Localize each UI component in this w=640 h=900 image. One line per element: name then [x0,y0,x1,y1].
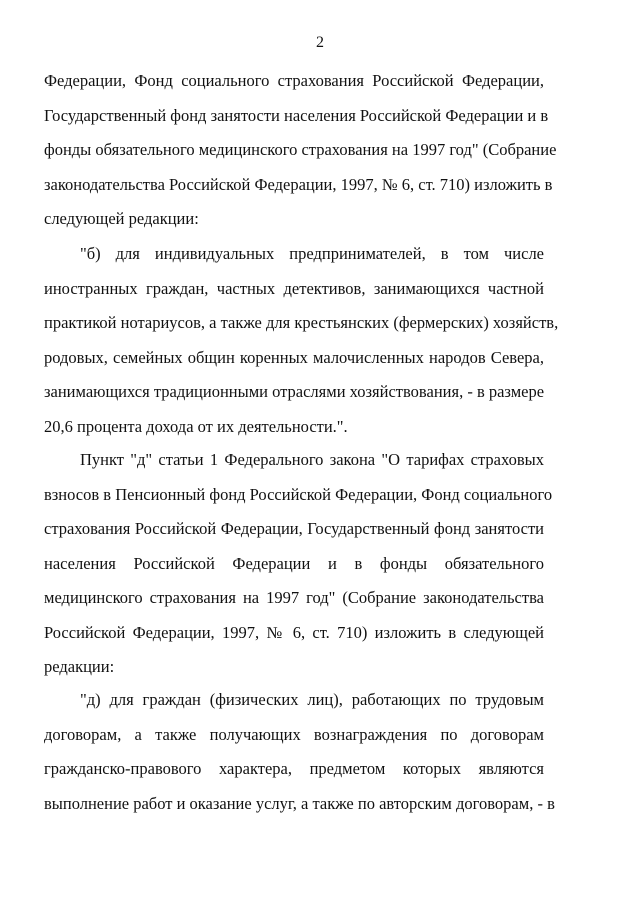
text-line: Пункт "д" статьи 1 Федерального закона "О тарифах страховых [80,450,544,469]
text-line: "б) для индивидуальных предпринимателей, в том числе [80,244,544,263]
text-line: Российской Федерации, 1997, № 6, ст. 710) изложить в следующей [44,622,544,642]
text-line: иностранных граждан, частных детективов, занимающихся частной [44,278,544,298]
text-line: населения Российской Федерации и в фонды обязательного [44,553,544,573]
text-line: 20,6 процента дохода от их деятельности.". [44,416,348,436]
text-line: гражданско-правового характера, предметом которых являются [44,759,544,778]
paragraph-3 [44,443,553,685]
text-line: выполнение работ и оказание услуг, а также по авторским договорам, - в [44,793,555,813]
text-line: страхования Российской Федерации, Государственный фонд занятости [44,519,544,538]
page-number: 2 [316,34,324,51]
paragraph-4 [44,683,555,821]
text-line: Федерации, Фонд социального страхования Российской Федерации, [44,71,544,90]
text-line: родовых, семейных общин коренных малочисленных народов Севера, [44,347,544,367]
text-line: договорам, а также получающих вознаграждения по договорам [44,724,544,744]
text-line: фонды обязательного медицинского страхования на 1997 год" (Собрание [44,140,557,159]
text-line: следующей редакции: [44,209,199,228]
text-line: взносов в Пенсионный фонд Российской Федерации, Фонд социального [44,484,553,504]
paragraph-1 [44,64,557,237]
paragraph-2 [44,237,559,444]
text-line: Государственный фонд занятости населения Российской Федерации и в [44,105,549,125]
text-line: практикой нотариусов, а также для крестьянских (фермерских) хозяйств, [44,313,559,332]
text-line: занимающихся традиционными отраслями хозяйствования, - в размере [44,382,545,401]
text-line: законодательства Российской Федерации, 1997, № 6, ст. 710) изложить в [44,174,553,194]
text-line: медицинского страхования на 1997 год" (Собрание законодательства [44,588,544,607]
text-line: "д) для граждан (физических лиц), работающих по трудовым [80,690,544,709]
text-line: редакции: [44,657,115,676]
